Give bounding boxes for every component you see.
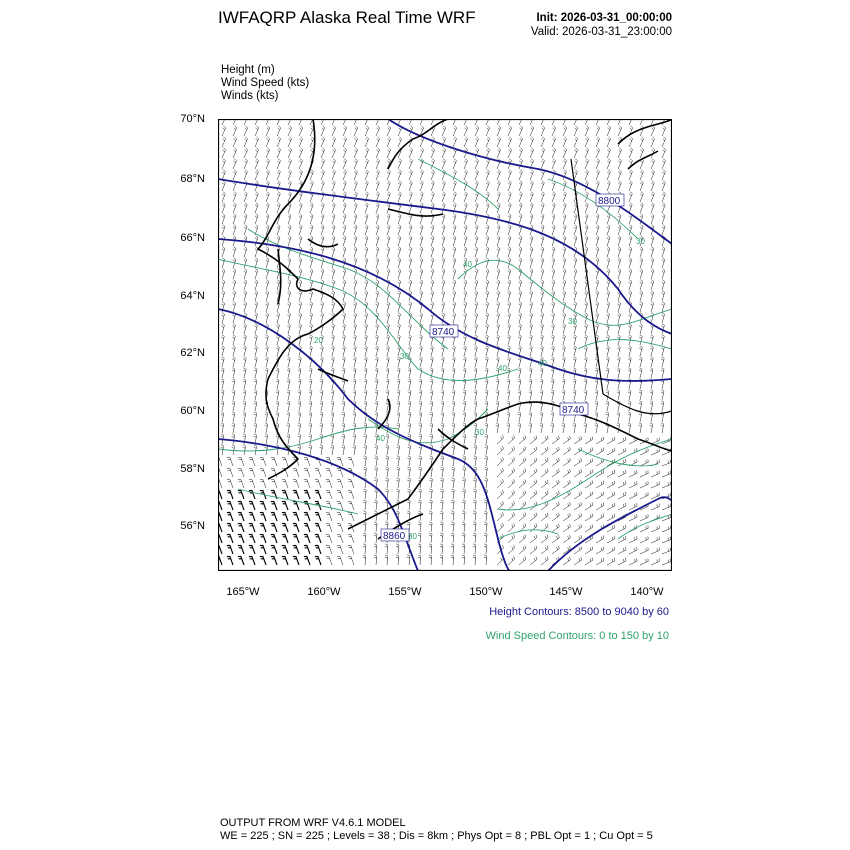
lon-label-165: 165°W — [226, 586, 260, 598]
map-panel — [218, 119, 672, 571]
wind-label-2: 30 — [568, 317, 577, 326]
lon-label-155: 155°W — [388, 586, 422, 598]
wind-label-6: 40 — [538, 359, 547, 368]
height-label-2: 8740 — [432, 327, 455, 338]
wind-label-8: 30 — [475, 428, 484, 437]
lon-label-140: 140°W — [630, 586, 664, 598]
wind-contours-note: Wind Speed Contours: 0 to 150 by 10 — [485, 630, 669, 642]
legend-winds: Winds (kts) — [221, 90, 279, 102]
height-label-4: 8860 — [383, 531, 406, 542]
lon-label-160: 160°W — [307, 586, 341, 598]
lat-label-62: 62°N — [180, 347, 205, 359]
footer-config: WE = 225 ; SN = 225 ; Levels = 38 ; Dis = 8km ; Phys Opt = 8 ; PBL Opt = 1 ; Cu Opt = 5 — [220, 830, 653, 842]
lat-label-56: 56°N — [180, 520, 205, 532]
legend-wind-speed: Wind Speed (kts) — [221, 77, 310, 89]
wind-label-4: 20 — [314, 336, 323, 345]
init-time: Init: 2026-03-31_00:00:00 — [536, 12, 672, 24]
wind-label-3: 30 — [400, 352, 409, 361]
height-label-3: 8740 — [562, 405, 585, 416]
wind-label-9: 30 — [636, 237, 645, 246]
wind-label-5: 40 — [498, 364, 507, 373]
height-contours-note: Height Contours: 8500 to 9040 by 60 — [489, 606, 669, 618]
lat-label-68: 68°N — [180, 173, 205, 185]
map-title: IWFAQRP Alaska Real Time WRF — [218, 8, 476, 27]
lat-label-58: 58°N — [180, 463, 205, 475]
lat-label-64: 64°N — [180, 290, 205, 302]
valid-time: Valid: 2026-03-31_23:00:00 — [530, 26, 672, 38]
lon-label-150: 150°W — [469, 586, 503, 598]
lat-label-70: 70°N — [180, 113, 205, 125]
wind-label-7: 40 — [376, 434, 385, 443]
height-label-1: 8800 — [598, 196, 621, 207]
lon-label-145: 145°W — [549, 586, 583, 598]
lat-label-66: 66°N — [180, 232, 205, 244]
lat-label-60: 60°N — [180, 405, 205, 417]
wind-label-10: 30 — [408, 532, 417, 541]
legend-height: Height (m) — [221, 64, 275, 76]
wind-label-1: 40 — [463, 260, 472, 269]
footer-model: OUTPUT FROM WRF V4.6.1 MODEL — [220, 817, 406, 829]
